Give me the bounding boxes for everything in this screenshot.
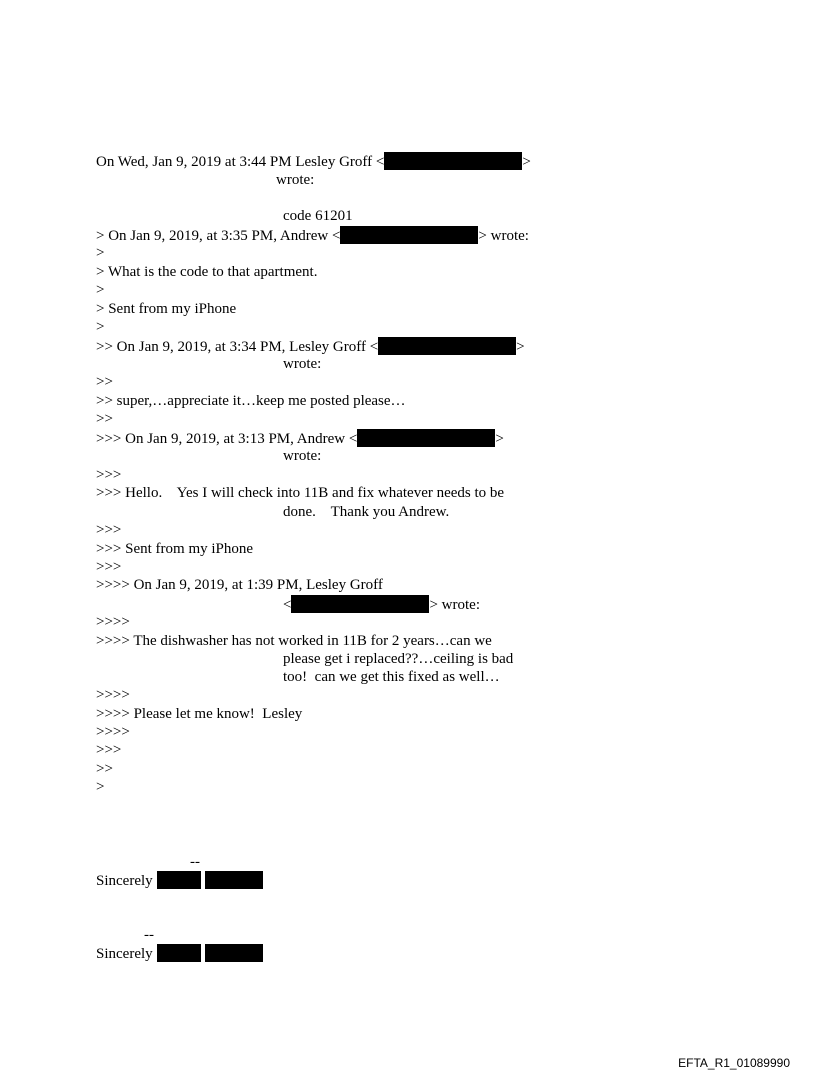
quote-line: too! can we get this fixed as well… xyxy=(283,669,500,685)
quote-line: >>> xyxy=(96,742,122,758)
quote-line: > What is the code to that apartment. xyxy=(96,264,318,280)
quote-line: >>>> xyxy=(96,724,130,740)
quote-line: >>>> On Jan 9, 2019, at 1:39 PM, Lesley Groff xyxy=(96,577,383,593)
quote-line: > xyxy=(96,245,105,261)
quote-text: >>> On Jan 9, 2019, at 3:13 PM, Andrew < xyxy=(96,431,358,447)
quote-line: >>>> xyxy=(96,614,130,630)
redacted-first-name xyxy=(157,944,201,962)
quote-text: >> On Jan 9, 2019, at 3:34 PM, Lesley Groff < xyxy=(96,339,379,355)
redacted-email xyxy=(378,337,516,355)
quote-line: >> xyxy=(96,761,113,777)
quote-line: >>> Sent from my iPhone xyxy=(96,541,254,557)
quote-text: > xyxy=(495,431,504,447)
quote-line: >>>> The dishwasher has not worked in 11B for 2 years…can we xyxy=(96,633,492,649)
redacted-last-name xyxy=(205,871,263,889)
quote-line xyxy=(96,226,529,245)
header-prefix: On Wed, Jan 9, 2019 at 3:44 PM Lesley Groff < xyxy=(96,154,385,170)
signature-line xyxy=(96,871,263,890)
quote-line: >> xyxy=(96,411,113,427)
quote-line: > xyxy=(96,779,105,795)
quote-line xyxy=(96,337,525,356)
redacted-first-name xyxy=(157,871,201,889)
signature-dashes: -- xyxy=(144,927,154,943)
quote-line: > xyxy=(96,319,105,335)
header-suffix: > xyxy=(522,154,531,170)
header-wrote: wrote: xyxy=(276,172,315,188)
quote-text: > On Jan 9, 2019, at 3:35 PM, Andrew < xyxy=(96,228,341,244)
signature-label: Sincerely xyxy=(96,873,153,889)
quote-line: >>> xyxy=(96,522,122,538)
quote-line: >> super,…appreciate it…keep me posted please… xyxy=(96,393,406,409)
quote-line: > xyxy=(96,282,105,298)
quote-line: done. Thank you Andrew. xyxy=(283,504,450,520)
quote-text: > wrote: xyxy=(429,597,480,613)
redacted-email xyxy=(340,226,478,244)
quote-text: > xyxy=(516,339,525,355)
redacted-email xyxy=(357,429,495,447)
quote-line: >>> xyxy=(96,559,122,575)
quote-line xyxy=(283,595,480,614)
signature-line xyxy=(96,944,263,963)
quote-line: please get i replaced??…ceiling is bad xyxy=(283,651,514,667)
redacted-email xyxy=(384,152,522,170)
quote-line: > Sent from my iPhone xyxy=(96,301,237,317)
quote-line: wrote: xyxy=(283,448,322,464)
quote-line: >>>> Please let me know! Lesley xyxy=(96,706,303,722)
quote-text: < xyxy=(283,597,292,613)
quote-text: > wrote: xyxy=(478,228,529,244)
redacted-email xyxy=(291,595,429,613)
quote-line: >>> Hello. Yes I will check into 11B and fix whatever needs to be xyxy=(96,485,505,501)
quote-line: >> xyxy=(96,374,113,390)
document-id: EFTA_R1_01089990 xyxy=(678,1056,790,1070)
reply-code: code 61201 xyxy=(283,208,353,224)
quote-line: >>>> xyxy=(96,687,130,703)
email-header-line xyxy=(96,152,531,171)
redacted-last-name xyxy=(205,944,263,962)
signature-dashes: -- xyxy=(190,854,200,870)
quote-line: >>> xyxy=(96,467,122,483)
quote-line: wrote: xyxy=(283,356,322,372)
signature-label: Sincerely xyxy=(96,946,153,962)
quote-line xyxy=(96,429,504,448)
